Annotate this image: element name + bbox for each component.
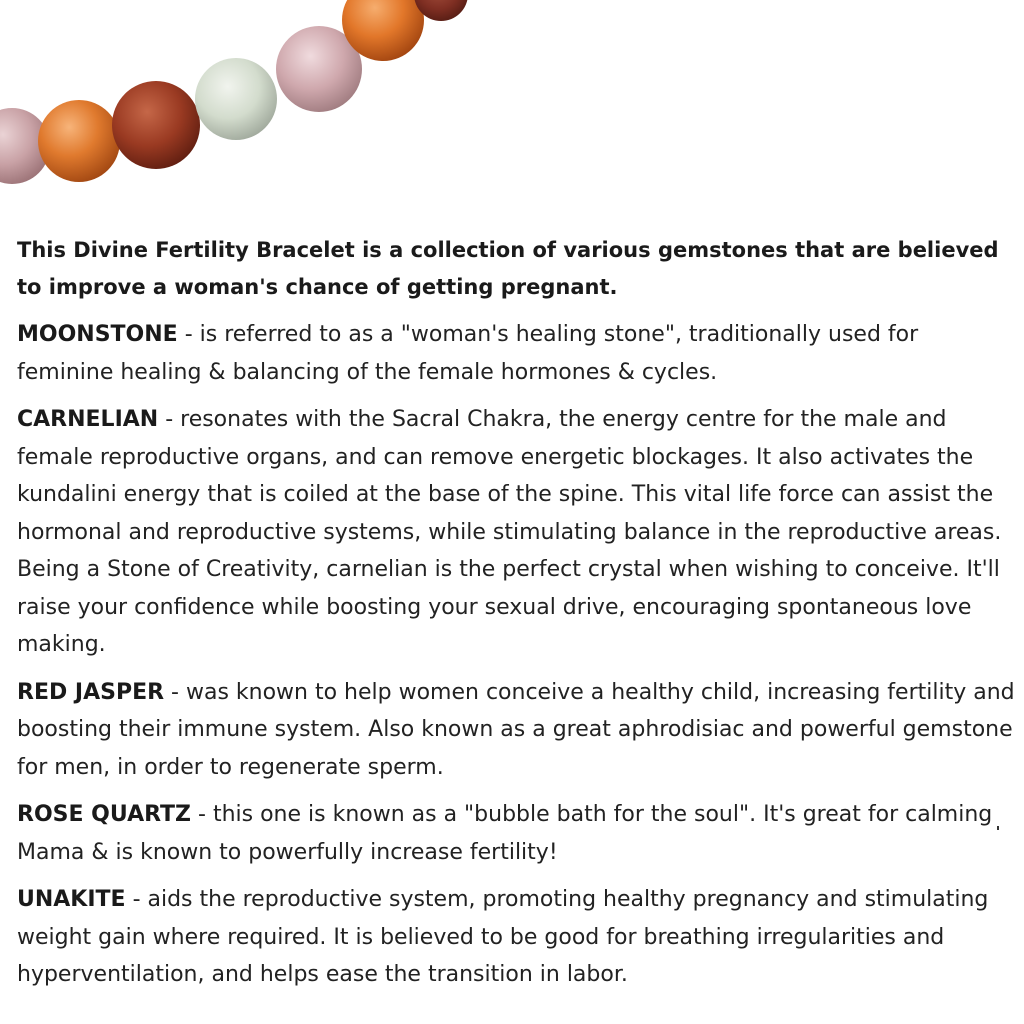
stone-carnelian xyxy=(17,401,1017,664)
stone-rose-quartz xyxy=(17,796,1017,871)
stone-description: - aids the reproductive system, promoting healthy pregnancy and stimulating weight gain where required. It is believed to be good for breathing irregularities and hyperventilation, and helps ease the transition in labor. xyxy=(17,887,989,987)
stone-description: - was known to help women conceive a healthy child, increasing fertility and boosting their immune system. Also known as a great aphrodisiac and powerful gemstone for men, in order to regenerate sperm. xyxy=(17,679,1015,780)
stone-description: - is referred to as a "woman's healing stone", traditionally used for feminine healing & balancing of the female hormones & cycles. xyxy=(17,322,919,385)
stone-name: CARNELIAN xyxy=(17,407,159,432)
bead-unakite xyxy=(195,58,277,140)
stone-unakite xyxy=(17,881,1017,994)
description xyxy=(17,232,1017,1004)
stone-red-jasper xyxy=(17,674,1017,787)
bracelet-image xyxy=(0,0,1024,200)
stone-name: UNAKITE xyxy=(17,887,126,912)
stone-moonstone xyxy=(17,316,1017,391)
bead-red-jasper xyxy=(112,81,200,169)
stone-description: - resonates with the Sacral Chakra, the energy centre for the male and female reproductive organs, and can remove energetic blockages. It also activates the kundalini energy that is coiled at the base of the spine. This vital life force can assist the hormonal and reproductive systems, while stimulating balance in the reproductive areas. Being a Stone of Creativity, carnelian is the perfect crystal when wishing to conceive. It'll raise your confidence while boosting your sexual drive, encouraging spontaneous love making. xyxy=(17,407,1002,657)
bead-carnelian xyxy=(38,100,120,182)
stone-description: - this one is known as a "bubble bath for the soul". It's great for calming Mama & is known to powerfully increase fertility! xyxy=(17,802,993,865)
intro-text: This Divine Fertility Bracelet is a collection of various gemstones that are believed to improve a woman's chance of getting pregnant. xyxy=(17,238,999,299)
stray-mark xyxy=(997,826,999,830)
stone-name: MOONSTONE xyxy=(17,322,178,347)
stone-name: ROSE QUARTZ xyxy=(17,802,192,827)
stone-name: RED JASPER xyxy=(17,679,165,705)
